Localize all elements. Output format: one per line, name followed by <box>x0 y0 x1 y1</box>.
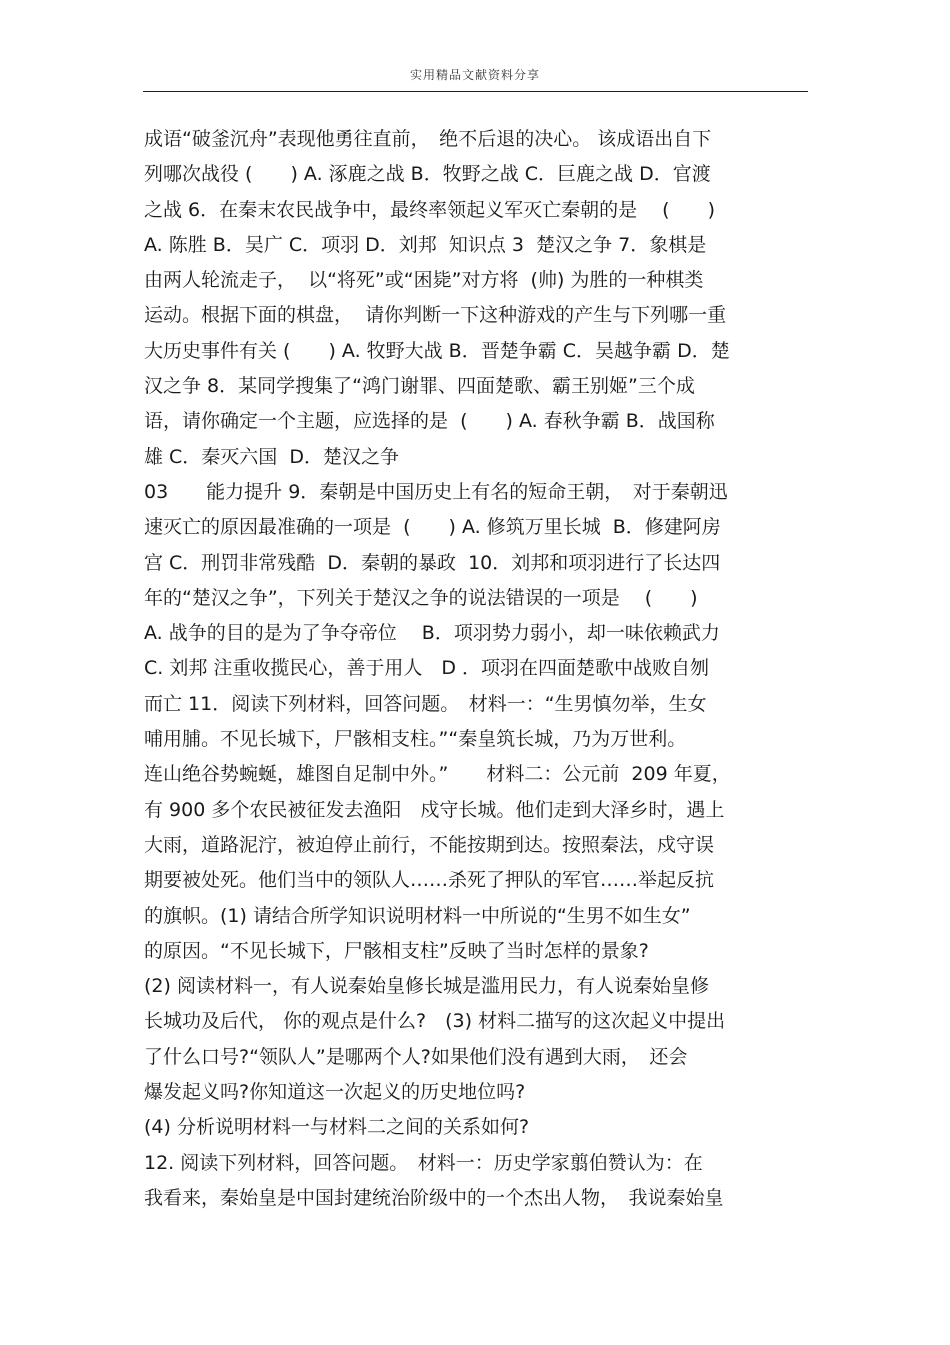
text-line: 的旗帜。(1) 请结合所学知识说明材料一中所说的“生男不如生女” <box>144 904 691 927</box>
text-line: (4) 分析说明材料一与材料二之间的关系如何? <box>144 1116 530 1139</box>
text-line: 了什么口号?“领队人”是哪两个人?如果他们没有遇到大雨， 还会 <box>144 1045 688 1068</box>
text-line: 年的“楚汉之争”，下列关于楚汉之争的说法错误的一项是 ( ) <box>144 586 698 609</box>
text-line: 而亡 11．阅读下列材料，回答问题。 材料一：“生男慎勿举，生女 <box>144 692 707 715</box>
text-line: 速灭亡的原因最准确的一项是 ( ) A. 修筑万里长城 B．修建阿房 <box>144 516 721 539</box>
text-line: 03 能力提升 9．秦朝是中国历史上有名的短命王朝， 对于秦朝迅 <box>144 480 728 503</box>
text-line: 之战 6．在秦末农民战争中，最终率领起义军灭亡秦朝的是 ( ) <box>144 198 715 221</box>
text-line: 的原因。“不见长城下，尸骸相支柱”反映了当时怎样的景象? <box>144 939 649 962</box>
text-line: (2) 阅读材料一，有人说秦始皇修长城是滥用民力，有人说秦始皇修 <box>144 975 709 998</box>
text-line: 成语“破釜沉舟”表现他勇往直前， 绝不后退的决心。 该成语出自下 <box>144 128 712 150</box>
text-line: 期要被处死。他们当中的领队人……杀死了押队的军官……举起反抗 <box>144 869 715 892</box>
text-line: C. 刘邦 注重收揽民心，善于用人 D ．项羽在四面楚歌中战败自刎 <box>144 657 710 680</box>
text-line: 由两人轮流走子， 以“将死”或“困毙”对方将 (帅) 为胜的一种棋类 <box>144 269 704 292</box>
text-line: 大历史事件有关 ( ) A. 牧野大战 B．晋楚争霸 C．吴越争霸 D．楚 <box>144 339 730 362</box>
text-line: 哺用脯。不见长城下，尸骸相支柱。”“秦皇筑长城，乃为万世利。 <box>144 728 687 751</box>
text-line: 汉之争 8．某同学搜集了“鸿门谢罪、四面楚歌、霸王别姬”三个成 <box>144 375 695 398</box>
text-line: 雄 C．秦灭六国 D．楚汉之争 <box>144 445 400 468</box>
text-line: 大雨，道路泥泞，被迫停止前行，不能按期到达。按照秦法，戍守误 <box>144 833 715 856</box>
text-line: 列哪次战役 ( ) A. 涿鹿之战 B．牧野之战 C．巨鹿之战 D．官渡 <box>144 163 711 186</box>
text-line: 宫 C．刑罚非常残酷 D．秦朝的暴政 10．刘邦和项羽进行了长达四 <box>144 551 721 574</box>
text-line: 运动。根据下面的棋盘， 请你判断一下这种游戏的产生与下列哪一重 <box>144 304 727 327</box>
page-header: 实用精品文献资料分享 <box>409 68 540 82</box>
text-line: 有 900 多个农民被征发去渔阳 戍守长城。他们走到大泽乡时，遇上 <box>144 798 725 821</box>
text-line: 我看来，秦始皇是中国封建统治阶级中的一个杰出人物， 我说秦始皇 <box>144 1186 724 1209</box>
text-line: 连山绝谷势蜿蜒，雄图自足制中外。” 材料二：公元前 209 年夏， <box>144 763 731 786</box>
document-body <box>144 122 808 1216</box>
text-line: 语，请你确定一个主题，应选择的是 ( ) A. 春秋争霸 B．战国称 <box>144 410 715 433</box>
text-line: A. 陈胜 B．吴广 C．项羽 D．刘邦 知识点 3 楚汉之争 7．象棋是 <box>144 233 707 256</box>
text-line: 12. 阅读下列材料，回答问题。 材料一：历史学家翦伯赞认为：在 <box>144 1151 703 1174</box>
text-line: 爆发起义吗?你知道这一次起义的历史地位吗? <box>144 1081 526 1104</box>
text-line: A. 战争的目的是为了争夺帝位 B．项羽势力弱小，却一味依赖武力 <box>144 622 720 645</box>
header-divider <box>143 91 808 92</box>
text-line: 长城功及后代， 你的观点是什么? (3) 材料二描写的这次起义中提出 <box>144 1010 726 1033</box>
